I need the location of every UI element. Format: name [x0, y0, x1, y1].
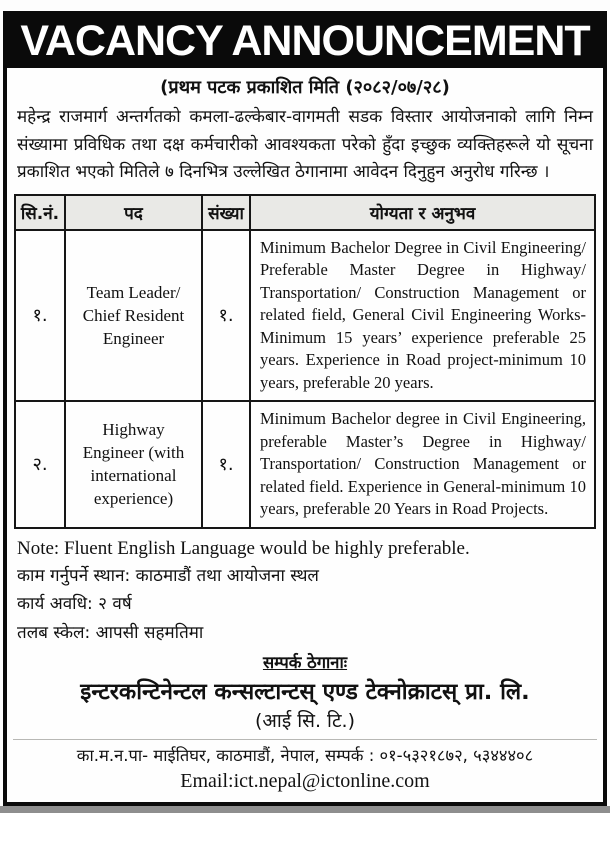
- salary-line: तलब स्केल: आपसी सहमतिमा: [17, 622, 204, 643]
- duration-line: कार्य अवधि: २ वर्ष: [17, 594, 132, 614]
- header-serial-number: सि.नं.: [15, 195, 65, 230]
- cell-serial-number: २.: [15, 401, 65, 528]
- email-line: Email:ict.nepal@ictonline.com: [180, 770, 430, 792]
- table-row: [15, 230, 595, 402]
- header-qualification: योग्यता र अनुभव: [250, 195, 595, 230]
- cell-qualification: Minimum Bachelor Degree in Civil Engineering/ Preferable Master Degree in Highway/ Transportation/ Construction Management or related field, General Civil Engineering Works- Minimum 15 years’ experience preferable 25 years. Experience in Road project-minimum 10 years, preferable 20 years.: [250, 230, 595, 402]
- page-title: VACANCY ANNOUNCEMENT: [7, 15, 603, 68]
- english-note: Note: Fluent English Language would be highly preferable.: [17, 537, 470, 559]
- address-line: का.म.न.पा- माईतिघर, काठमाडौं, नेपाल, सम्पर्क : ०१-५३२१८७२, ५३४४४०८: [76, 746, 534, 765]
- vacancy-announcement-document: [3, 11, 607, 806]
- table-row: [15, 401, 595, 528]
- document-body: [7, 68, 603, 802]
- table-header-row: [15, 195, 595, 230]
- scan-bottom-edge: [0, 806, 610, 813]
- vacancy-table: [14, 194, 596, 529]
- work-place-line: काम गर्नुपर्ने स्थान: काठमाडौं तथा आयोजना स्थल: [17, 565, 319, 586]
- cell-count: १.: [202, 401, 250, 528]
- cell-position: Team Leader/ Chief Resident Engineer: [65, 230, 202, 402]
- company-name: इन्टरकन्टिनेन्टल कन्सल्टान्टस् एण्ड टेक्नोक्राटस् प्रा. लि.: [80, 679, 530, 705]
- intro-paragraph: महेन्द्र राजमार्ग अन्तर्गतको कमला-ढल्केबार-वागमती सडक विस्तार आयोजनाको लागि निम्न संख्यामा प्रविधिक तथा दक्ष कर्मचारीको आवश्यकता परेको हुँदा इच्छुक व्यक्तिहरूले यो सूचना प्रकाशित भएको मितिले ७ दिनभित्र उल्लेखित ठेगानामा आवेदन दिनुहुन अनुरोध गरिन्छ ।: [17, 107, 593, 182]
- header-count: संख्या: [202, 195, 250, 230]
- cell-serial-number: १.: [15, 230, 65, 402]
- contact-heading: [14, 647, 596, 676]
- cell-count: १.: [202, 230, 250, 402]
- cell-qualification: Minimum Bachelor degree in Civil Engineering, preferable Master’s Degree in Highway/ Transportation/ Construction Management or related field. Experience in General-minimum 10 years, preferable 20 Years in Road Projects.: [250, 401, 595, 528]
- published-date-line: (प्रथम पटक प्रकाशित मिति (२०८२/०७/२८): [160, 77, 450, 98]
- header-position: पद: [65, 195, 202, 230]
- company-abbreviation: (आई सि. टि.): [255, 710, 355, 732]
- cell-position: Highway Engineer (with international experience): [65, 401, 202, 528]
- contact-heading-text: सम्पर्क ठेगानाः: [262, 653, 348, 672]
